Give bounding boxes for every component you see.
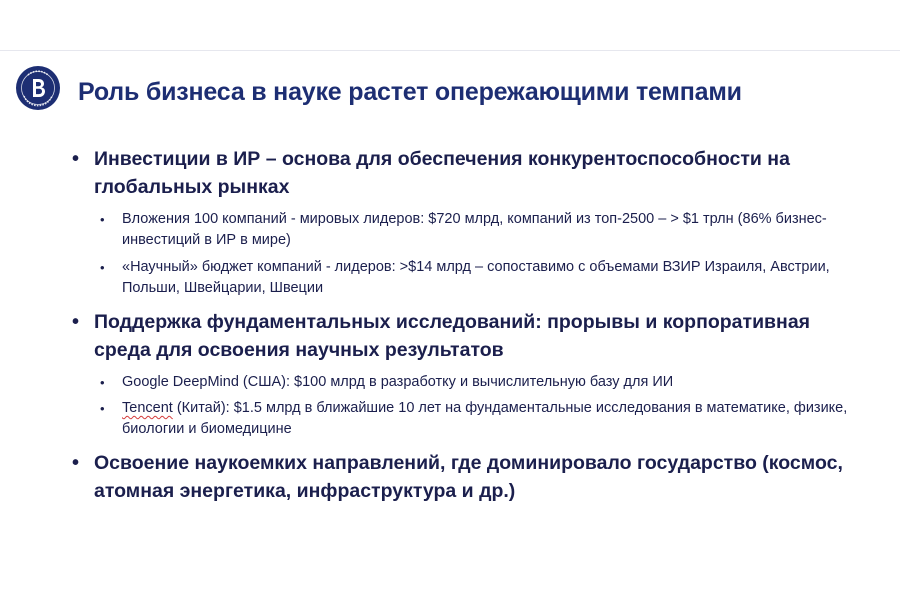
main-bullet-fundamental-research	[72, 308, 872, 364]
sub-bullet-text: «Научный» бюджет компаний - лидеров: >$14 млрд – сопоставимо с объемами ВЗИР Израиля, Австрии, Польши, Швейцарии, Швеции	[122, 259, 830, 296]
hse-logo-icon	[16, 66, 60, 110]
sub-bullet-text: Вложения 100 компаний - мировых лидеров: $720 млрд, компаний из топ-2500 – > $1 трлн (86% бизнес-инвестиций в ИР в мире)	[122, 211, 827, 248]
bullet-text: Поддержка фундаментальных исследований: прорывы и корпоративная среда для освоения научных результатов	[94, 311, 811, 361]
bullet-dot-icon: •	[100, 401, 105, 416]
bullet-dot-icon: •	[100, 375, 105, 390]
main-bullet-state-domains	[72, 449, 872, 505]
sub-bullet	[72, 209, 872, 251]
bullet-dot-icon: •	[72, 311, 80, 333]
spellcheck-word: Tencent	[122, 400, 173, 416]
slide-title: Роль бизнеса в науке растет опережающими темпами	[78, 78, 742, 106]
sub-bullet-text: (Китай): $1.5 млрд в ближайшие 10 лет на фундаментальные исследования в математике, физике, биологии и биомедицине	[122, 400, 848, 437]
bullet-dot-icon: •	[72, 452, 80, 474]
bullet-dot-icon: •	[72, 148, 80, 170]
sub-bullet	[72, 257, 872, 299]
sub-bullet	[72, 398, 872, 440]
header-divider	[0, 50, 900, 51]
bullet-text: Инвестиции в ИР – основа для обеспечения конкурентоспособности на глобальных рынках	[94, 148, 790, 198]
bullet-text: Освоение наукоемких направлений, где доминировало государство (космос, атомная энергетика, инфраструктура и др.)	[94, 452, 843, 502]
bullet-dot-icon: •	[100, 260, 105, 275]
slide-content	[72, 145, 872, 505]
sub-bullet	[72, 372, 872, 393]
sub-bullet-text: Google DeepMind (США): $100 млрд в разработку и вычислительную базу для ИИ	[122, 374, 674, 390]
main-bullet-investments	[72, 145, 872, 201]
bullet-dot-icon: •	[100, 212, 105, 227]
